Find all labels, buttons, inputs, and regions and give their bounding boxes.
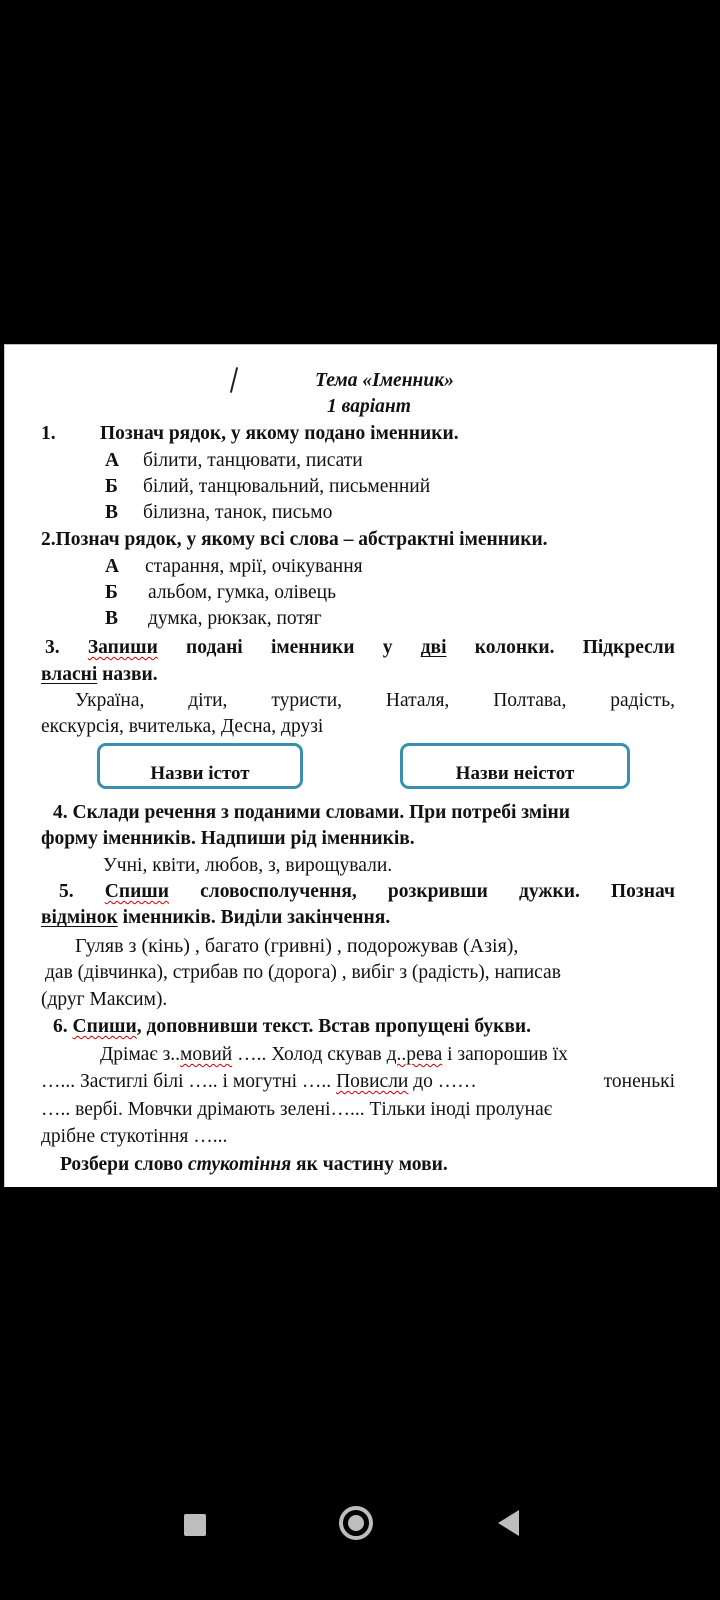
- q3-underlined-word: власні: [41, 664, 98, 685]
- final-task-text: Розбери слово: [60, 1154, 188, 1175]
- q3-noun: Наталя,: [385, 690, 450, 711]
- q2-option-letter: А: [105, 556, 120, 577]
- q3-noun: радість,: [610, 690, 675, 711]
- q1-option-letter: А: [105, 450, 120, 471]
- q6-text-line3: ….. вербі. Мовчки дрімають зелені…... Тільки іноді пролунає: [41, 1099, 553, 1120]
- q2-option-text: альбом, гумка, олівець: [148, 582, 336, 603]
- q6-fragment-group: [41, 1070, 477, 1094]
- q1-text: Познач рядок, у якому подано іменники.: [100, 423, 459, 444]
- q4-words: Учні, квіти, любов, з, вирощували.: [103, 855, 393, 876]
- q3-word: Підкресли: [582, 637, 675, 658]
- animate-nouns-box: [97, 743, 303, 789]
- q6-fragment: тоненькі: [603, 1071, 675, 1092]
- q4-line1: 4. Склади речення з поданими словами. При потребі зміни: [53, 802, 571, 823]
- q6-heading: [53, 1015, 531, 1039]
- q4-line2: форму іменників. Надпиши рід іменників.: [41, 828, 415, 849]
- back-triangle-icon[interactable]: [498, 1510, 519, 1536]
- q3-word: у: [382, 637, 393, 658]
- q2-option-text: думка, рюкзак, потяг: [148, 608, 322, 629]
- animate-nouns-label: Назви істот: [150, 763, 250, 784]
- q3-word-underlined: дві: [420, 637, 447, 658]
- q6-fragment: і запорошив їх: [442, 1044, 568, 1065]
- q3-word: подані: [186, 637, 243, 658]
- q2-option-letter: Б: [105, 582, 118, 603]
- q6-fragment: ….. Холод скував: [232, 1044, 387, 1065]
- q5-underlined-word: відмінок: [41, 907, 118, 928]
- q3-words-line2: екскурсія, вчителька, Десна, друзі: [41, 716, 324, 737]
- recents-square-icon[interactable]: [184, 1514, 206, 1536]
- q3-noun: Україна,: [75, 690, 145, 711]
- q3-word-spellcheck: Запиши: [87, 637, 158, 658]
- q5-number: 5.: [59, 881, 74, 902]
- q5-heading-rest: іменників. Виділи закінчення.: [117, 907, 391, 928]
- q6-number: 6.: [53, 1016, 73, 1037]
- q1-option-text: білити, танцювати, писати: [143, 450, 363, 471]
- q5-word-spellcheck: Спиши: [104, 881, 170, 902]
- stray-slash-mark: [230, 367, 238, 393]
- doc-variant: 1 варіант: [327, 396, 411, 417]
- document-page: [4, 344, 717, 1187]
- q1-option-text: білий, танцювальний, письменний: [143, 476, 431, 497]
- q1-number: 1.: [41, 423, 56, 444]
- q1-option-letter: В: [105, 502, 119, 523]
- q5-word: Познач: [610, 881, 675, 902]
- q5-word: дужки.: [519, 881, 580, 902]
- q5-text-line2: дав (дівчинка), стрибав по (дорога) , вибіг з (радість), написав: [45, 962, 561, 983]
- q6-fragment-spellcheck: Повисли: [336, 1071, 409, 1092]
- q3-heading-line1: [45, 636, 675, 660]
- q6-text-line4: дрібне стукотіння …...: [41, 1126, 228, 1147]
- q3-heading-rest: назви.: [97, 664, 158, 685]
- q2-option-letter: В: [105, 608, 119, 629]
- home-circle-icon[interactable]: [339, 1506, 373, 1540]
- q3-noun: туристи,: [271, 690, 342, 711]
- q6-fragment: Дрімає з..: [100, 1044, 181, 1065]
- q6-word-spellcheck: Спиши: [72, 1016, 137, 1037]
- q6-fragment-spellcheck: мовий: [180, 1044, 233, 1065]
- q6-fragment: …... Застиглі білі ….. і могутні …..: [41, 1071, 337, 1092]
- doc-title: Тема «Іменник»: [315, 370, 454, 391]
- q5-word: словосполучення,: [200, 881, 357, 902]
- q3-word: іменники: [270, 637, 355, 658]
- q2-option-text: старання, мрії, очікування: [145, 556, 363, 577]
- q5-heading-line1: [59, 880, 675, 904]
- inanimate-nouns-label: Назви неістот: [455, 763, 575, 784]
- q6-heading-rest: , доповнивши текст. Встав пропущені букви.: [136, 1016, 531, 1037]
- q5-heading-line2: [41, 906, 390, 930]
- q3-words-line1: [75, 689, 675, 713]
- q3-word: колонки.: [474, 637, 555, 658]
- q6-fragment: до ……: [408, 1071, 477, 1092]
- q6-text-line2: [41, 1070, 675, 1094]
- q3-heading-line2: [41, 663, 158, 687]
- q1-option-text: білизна, танок, письмо: [143, 502, 333, 523]
- final-task: [60, 1153, 448, 1177]
- q3-noun: Полтава,: [493, 690, 567, 711]
- q3-number: 3.: [45, 637, 60, 658]
- inanimate-nouns-box: [400, 743, 630, 789]
- q1-option-letter: Б: [105, 476, 118, 497]
- q5-word: розкривши: [387, 881, 488, 902]
- q5-text-line3: (друг Максим).: [41, 989, 168, 1010]
- final-task-text: як частину мови.: [291, 1154, 448, 1175]
- q6-text-line1: [100, 1043, 568, 1067]
- q3-noun: діти,: [188, 690, 228, 711]
- final-task-word: стукотіння: [188, 1154, 292, 1175]
- android-nav-bar: [0, 1486, 720, 1566]
- q5-text-line1: Гуляв з (кінь) , багато (гривні) , подорожував (Азія),: [75, 935, 519, 957]
- q6-fragment-spellcheck: д..рева: [386, 1044, 443, 1065]
- q2-text: 2.Познач рядок, у якому всі слова – абстрактні іменники.: [41, 529, 548, 550]
